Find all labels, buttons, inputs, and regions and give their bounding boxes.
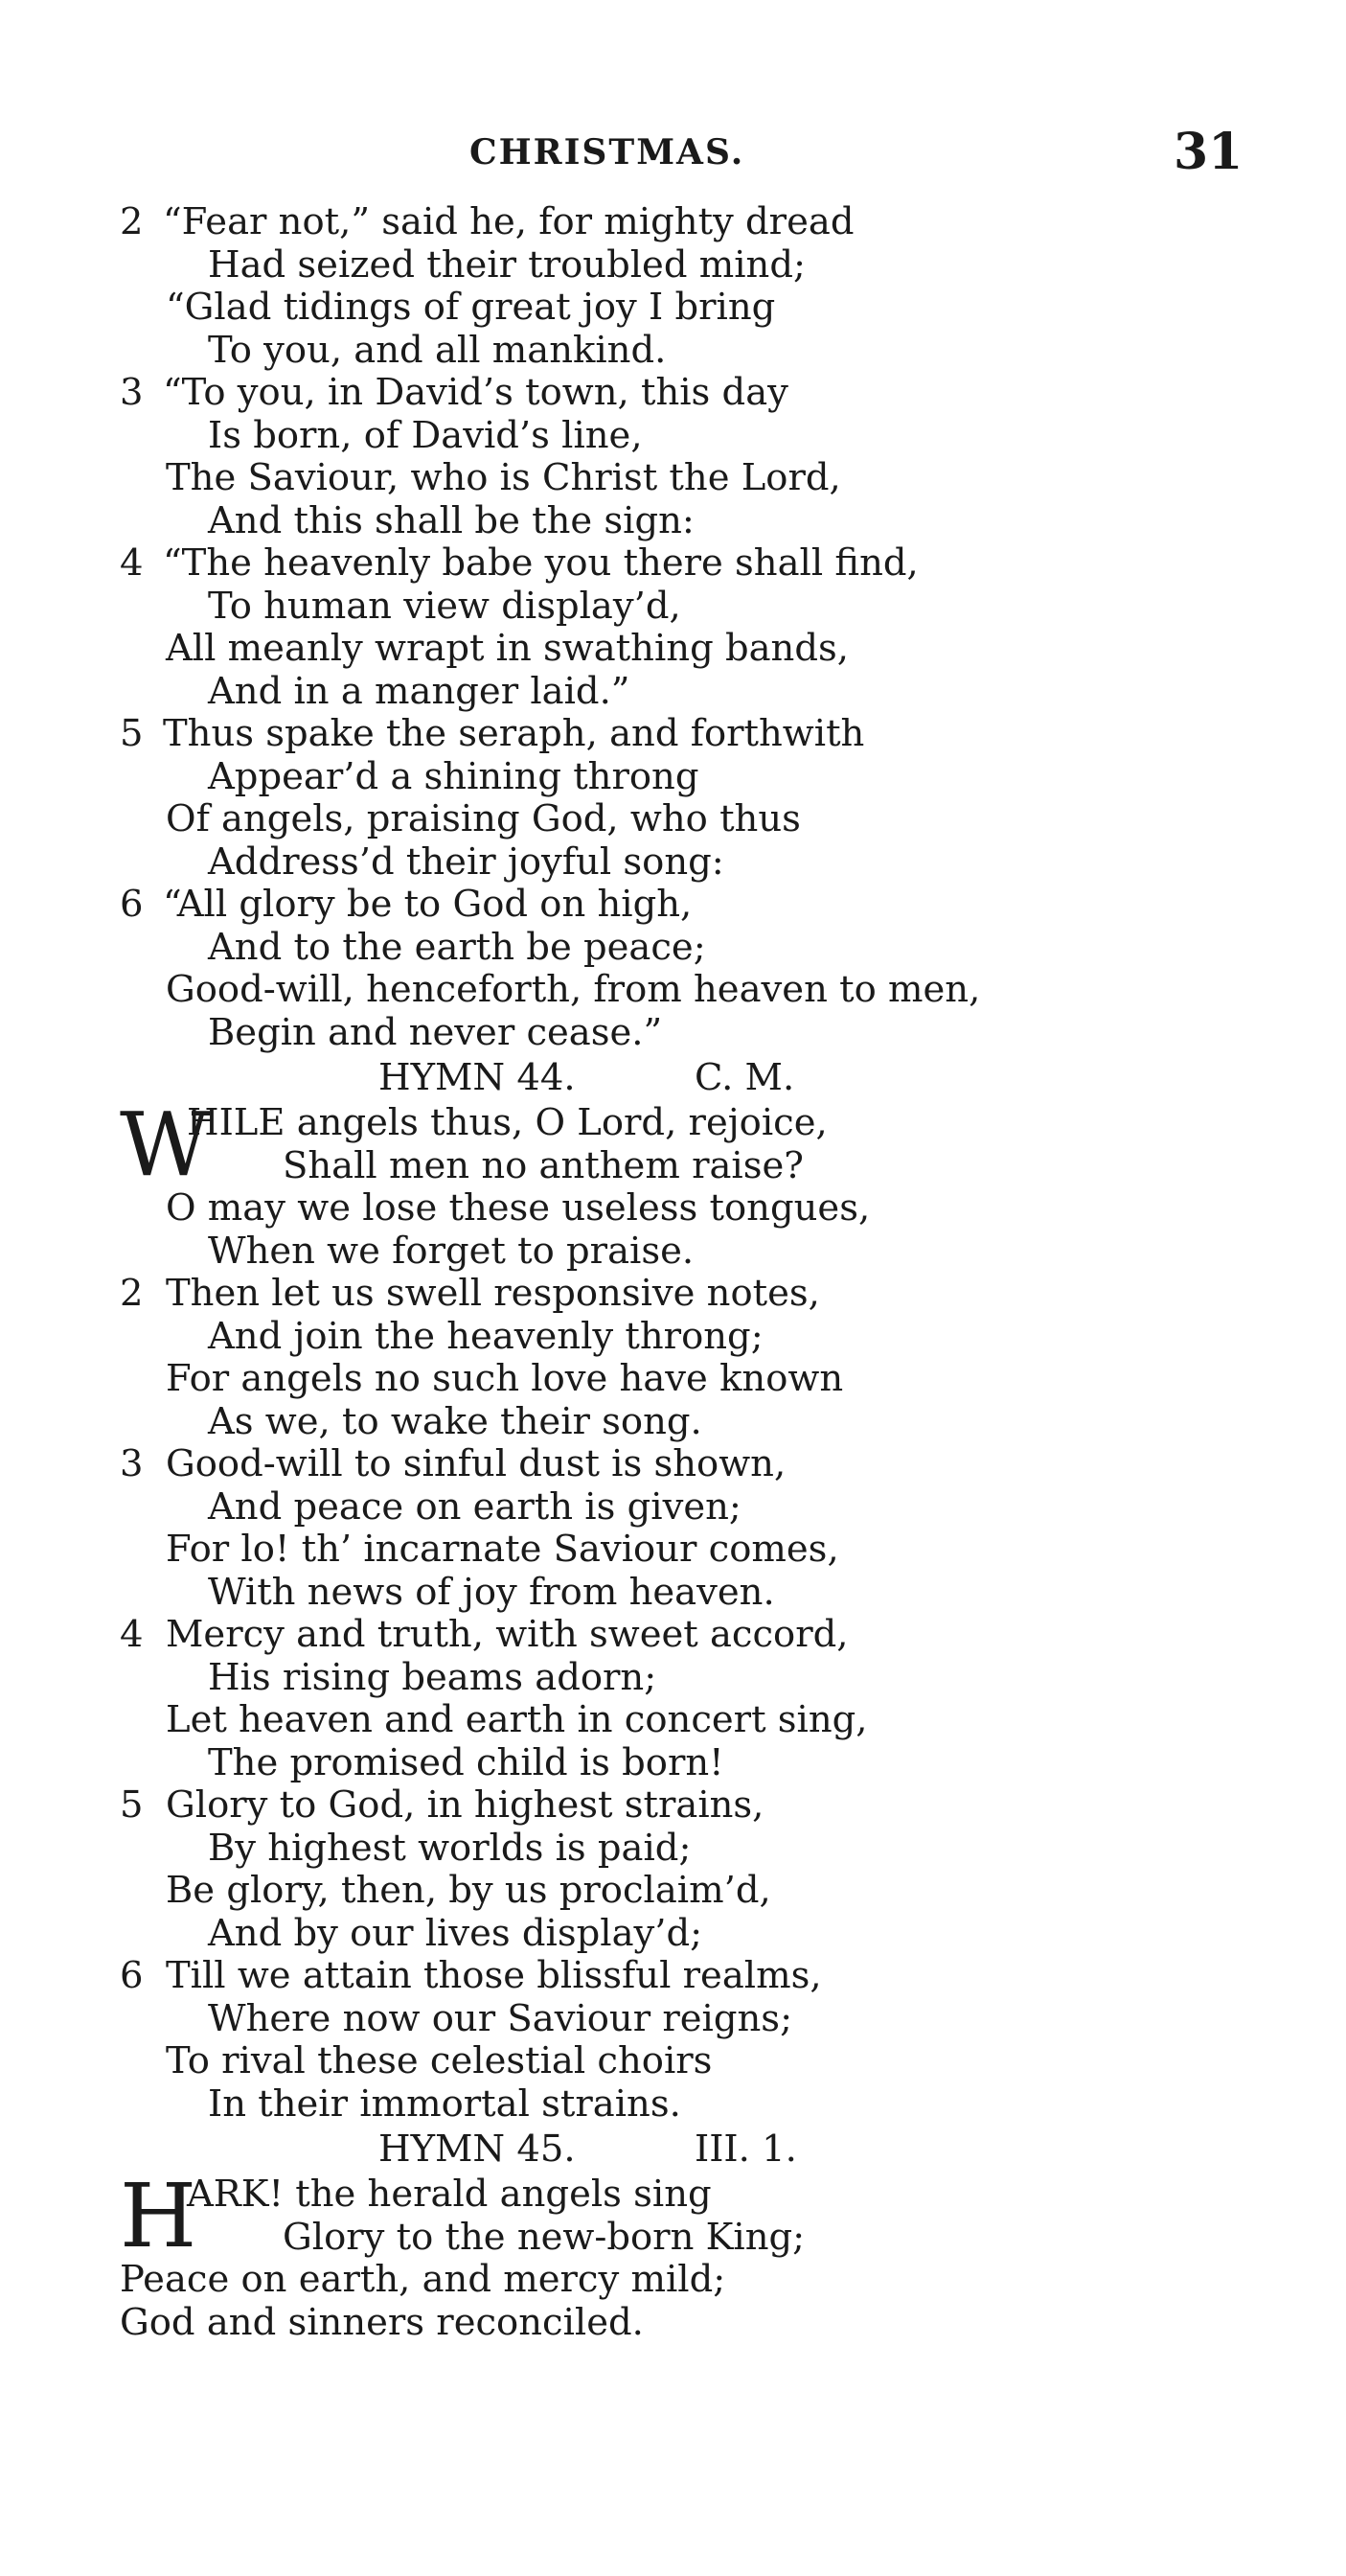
verse-line: To you, and all mankind. — [208, 328, 667, 372]
verse-line: O may we lose these useless tongues, — [166, 1186, 871, 1230]
stanza-number: 6 — [120, 1954, 144, 1997]
verse-line: 4 Mercy and truth, with sweet accord, — [120, 1613, 849, 1656]
verse-line: As we, to wake their song. — [208, 1399, 702, 1443]
verse-line: Glory to the new-born King; — [283, 2215, 806, 2259]
verse-line: And this shall be the sign: — [208, 498, 695, 542]
page-number: 31 — [1174, 123, 1243, 181]
page-body — [120, 201, 1269, 2344]
verse-line: ARK! the herald angels sing — [187, 2173, 712, 2216]
verse-line: Good-will, henceforth, from heaven to men, — [166, 968, 981, 1011]
verse-line: To human view display’d, — [208, 584, 681, 628]
verse-line: 5 Glory to God, in highest strains, — [120, 1783, 764, 1827]
stanza-number: 3 — [120, 371, 144, 414]
hymn-meter: C. M. — [695, 1056, 795, 1099]
verse-line: 3 Good-will to sinful dust is shown, — [120, 1442, 787, 1485]
verse-line: God and sinners reconciled. — [120, 2300, 644, 2344]
verse-line: 4 “The heavenly babe you there shall find, — [120, 541, 919, 585]
stanza — [120, 1443, 1269, 1614]
hymn-heading — [120, 1054, 1269, 1102]
verse-line: In their immortal strains. — [208, 2082, 681, 2126]
stanza-number: 5 — [120, 1783, 144, 1827]
hymn-43-continuation — [120, 201, 1269, 1054]
verse-line: With news of joy from heaven. — [208, 1570, 775, 1614]
hymn-meter: III. 1. — [695, 2128, 797, 2171]
verse-line: Be glory, then, by us proclaim’d, — [166, 1869, 771, 1912]
verse-line: The Saviour, who is Christ the Lord, — [166, 456, 841, 499]
stanza — [120, 542, 1269, 713]
stanza — [120, 884, 1269, 1054]
stanza — [120, 372, 1269, 542]
verse-line: 2 Then let us swell responsive notes, — [120, 1272, 820, 1315]
verse-line: Let heaven and earth in concert sing, — [166, 1698, 868, 1741]
stanza — [120, 2165, 1269, 2344]
verse-line: 6 “All glory be to God on high, — [120, 883, 693, 926]
drop-cap: W — [120, 1093, 211, 1196]
stanza — [120, 1614, 1269, 1784]
verse-line: Of angels, praising God, who thus — [166, 797, 801, 840]
verse-line: Shall men no anthem raise? — [283, 1143, 804, 1187]
stanza-number: 2 — [120, 1272, 144, 1315]
drop-cap: H — [120, 2165, 197, 2267]
hymn-heading — [120, 2126, 1269, 2174]
stanza — [120, 713, 1269, 884]
verse-line: Is born, of David’s line, — [208, 413, 643, 457]
hymn-44 — [120, 1054, 1269, 2126]
verse-line: By highest worlds is paid; — [208, 1826, 692, 1870]
drop-cap-row — [120, 1093, 1269, 1196]
stanza-number: 5 — [120, 712, 144, 755]
verse-line: 5 Thus spake the seraph, and forthwith — [120, 712, 865, 755]
verse-line: And by our lives display’d; — [208, 1911, 703, 1955]
verse-line: And join the heavenly throng; — [208, 1314, 764, 1358]
verse-line: The promised child is born! — [208, 1740, 724, 1784]
stanza-number: 4 — [120, 541, 144, 585]
verse-line: Appear’d a shining throng — [208, 754, 699, 798]
verse-line: Had seized their troubled mind; — [208, 242, 806, 287]
stanza — [120, 1784, 1269, 1955]
verse-line: To rival these celestial choirs — [166, 2039, 713, 2082]
verse-line: 6 Till we attain those blissful realms, — [120, 1954, 822, 1997]
verse-line: And to the earth be peace; — [208, 925, 706, 969]
verse-line: His rising beams adorn; — [208, 1655, 657, 1699]
running-head: CHRISTMAS. — [469, 132, 745, 172]
verse-line: 3 “To you, in David’s town, this day — [120, 371, 788, 414]
hymn-45 — [120, 2126, 1269, 2344]
verse-line: Address’d their joyful song: — [208, 840, 724, 884]
page-header — [0, 123, 1346, 180]
verse-line: Begin and never cease.” — [208, 1010, 663, 1054]
verse-line: 2 “Fear not,” said he, for mighty dread — [120, 200, 855, 243]
verse-line: And in a manger laid.” — [208, 669, 630, 713]
stanza — [120, 1093, 1269, 1273]
verse-line: HILE angels thus, O Lord, rejoice, — [187, 1101, 828, 1144]
stanza-number: 4 — [120, 1613, 144, 1656]
verse-line: “Glad tidings of great joy I bring — [166, 286, 776, 329]
stanza-number: 2 — [120, 200, 144, 243]
drop-cap-row — [120, 2165, 1269, 2267]
verse-line: For angels no such love have known — [166, 1357, 844, 1400]
verse-line: All meanly wrapt in swathing bands, — [166, 627, 849, 670]
verse-line: And peace on earth is given; — [208, 1484, 741, 1529]
hymn-title: HYMN 45. — [378, 2128, 576, 2171]
stanza — [120, 1273, 1269, 1443]
stanza-number: 6 — [120, 883, 144, 926]
stanza-number: 3 — [120, 1442, 144, 1485]
verse-line: When we forget to praise. — [208, 1229, 695, 1273]
verse-line: Peace on earth, and mercy mild; — [120, 2258, 726, 2301]
hymn-title: HYMN 44. — [378, 1056, 576, 1099]
verse-line: Where now our Saviour reigns; — [208, 1996, 793, 2040]
stanza — [120, 201, 1269, 372]
verse-line: For lo! th’ incarnate Saviour comes, — [166, 1528, 839, 1571]
stanza — [120, 1955, 1269, 2126]
